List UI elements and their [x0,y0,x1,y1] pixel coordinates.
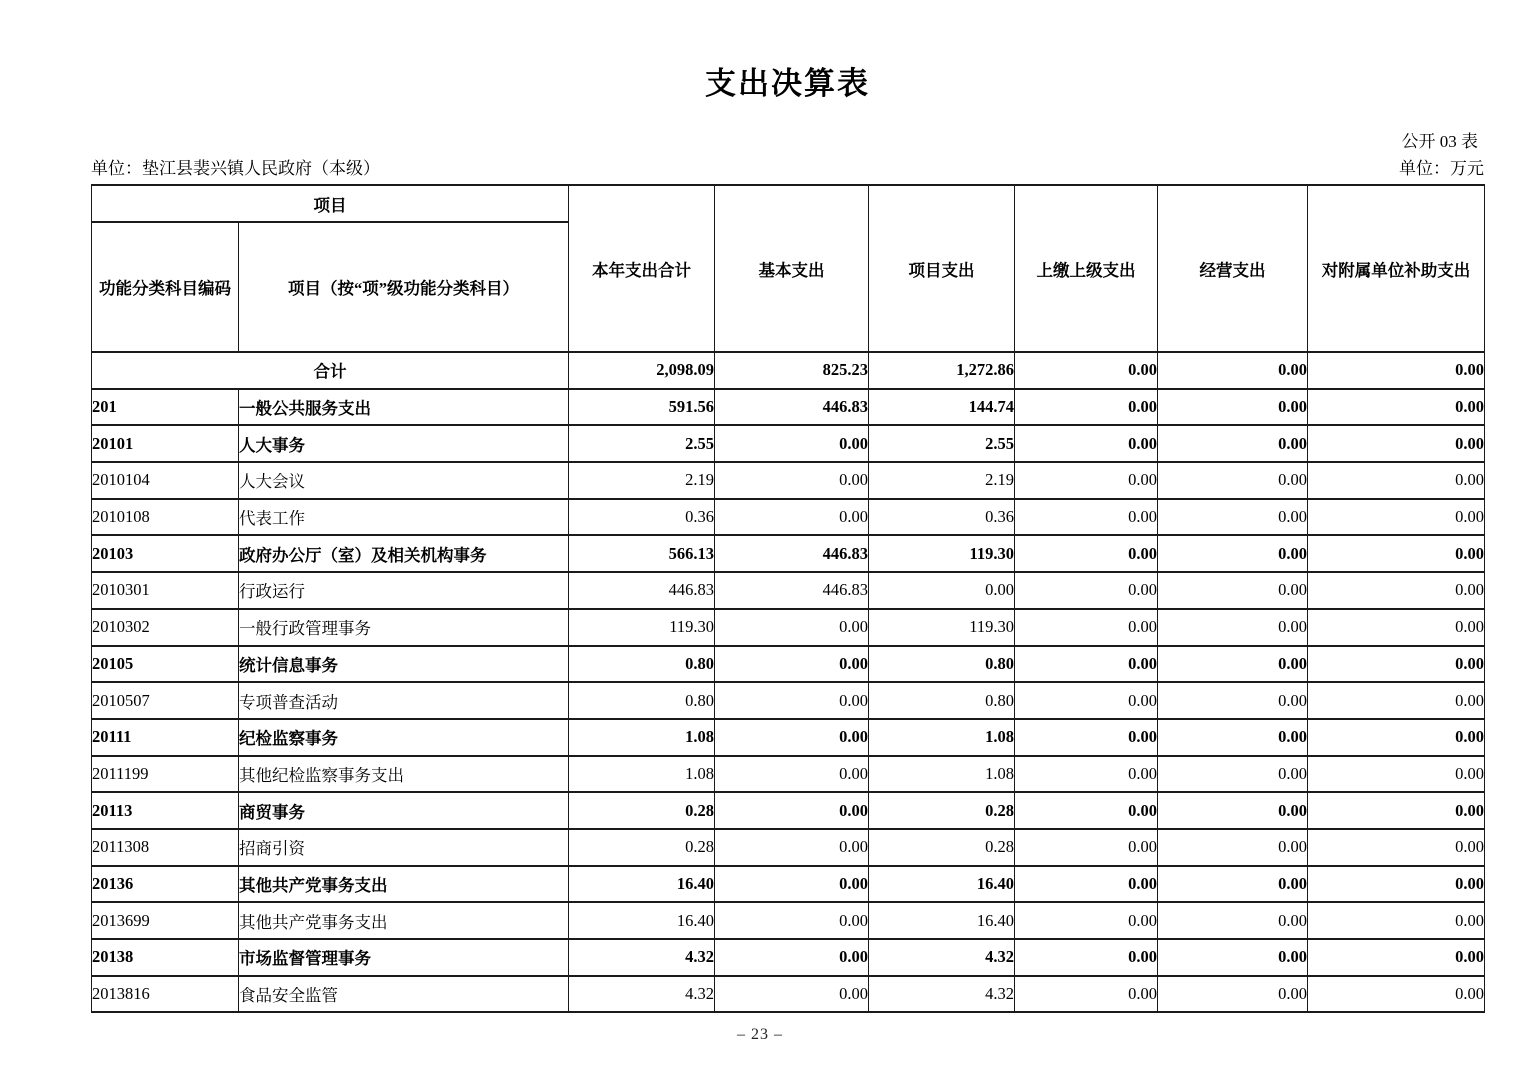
row-value-0: 0.80 [569,646,715,683]
row-total-label: 合计 [92,352,569,389]
row-value-1: 0.00 [715,499,869,536]
row-value-5: 0.00 [1308,792,1485,829]
table-row [92,535,1485,572]
row-value-2: 0.28 [869,829,1015,866]
row-value-5: 0.00 [1308,682,1485,719]
row-value-5: 0.00 [1308,535,1485,572]
row-value-3: 0.00 [1015,462,1158,499]
row-code: 20138 [92,939,239,976]
page-title: 支出决算表 [705,66,870,101]
row-code: 20113 [92,792,239,829]
table-row [92,646,1485,683]
row-value-0: 1.08 [569,719,715,756]
row-value-0: 16.40 [569,902,715,939]
row-value-0: 0.28 [569,792,715,829]
row-value-3: 0.00 [1015,572,1158,609]
row-value-1: 0.00 [715,682,869,719]
row-value-3: 0.00 [1015,646,1158,683]
table-body [92,352,1485,1012]
table-row [92,866,1485,903]
row-value-2: 4.32 [869,939,1015,976]
table-row [92,719,1485,756]
row-value-2: 1.08 [869,756,1015,793]
row-value-5: 0.00 [1308,756,1485,793]
row-item: 其他共产党事务支出 [239,866,569,903]
table-row [92,939,1485,976]
row-value-1: 0.00 [715,792,869,829]
row-value-5: 0.00 [1308,425,1485,462]
row-value-3: 0.00 [1015,352,1158,389]
row-value-3: 0.00 [1015,499,1158,536]
row-value-1: 0.00 [715,719,869,756]
row-value-1: 825.23 [715,352,869,389]
row-value-0: 0.36 [569,499,715,536]
row-code: 20103 [92,535,239,572]
row-value-5: 0.00 [1308,829,1485,866]
row-value-5: 0.00 [1308,499,1485,536]
row-code: 20111 [92,719,239,756]
row-item: 其他共产党事务支出 [239,902,569,939]
row-value-1: 0.00 [715,976,869,1013]
row-value-2: 119.30 [869,609,1015,646]
row-value-0: 2.19 [569,462,715,499]
header-col-upper: 上缴上级支出 [1015,185,1158,352]
row-value-3: 0.00 [1015,389,1158,426]
row-item: 代表工作 [239,499,569,536]
row-value-5: 0.00 [1308,572,1485,609]
row-item: 其他纪检监察事务支出 [239,756,569,793]
row-value-4: 0.00 [1158,462,1308,499]
row-value-2: 144.74 [869,389,1015,426]
row-value-2: 119.30 [869,535,1015,572]
table-row [92,572,1485,609]
row-item: 一般行政管理事务 [239,609,569,646]
row-value-3: 0.00 [1015,719,1158,756]
row-value-0: 591.56 [569,389,715,426]
table-row [92,462,1485,499]
row-value-4: 0.00 [1158,756,1308,793]
row-value-5: 0.00 [1308,939,1485,976]
row-value-4: 0.00 [1158,682,1308,719]
row-value-0: 2.55 [569,425,715,462]
row-value-4: 0.00 [1158,572,1308,609]
table-row [92,902,1485,939]
row-value-2: 0.36 [869,499,1015,536]
row-code: 2011308 [92,829,239,866]
row-code: 2010507 [92,682,239,719]
row-value-0: 4.32 [569,976,715,1013]
header-group-project: 项目 [92,185,569,222]
row-code: 2013699 [92,902,239,939]
row-code: 20101 [92,425,239,462]
table-header [92,185,1485,352]
row-value-4: 0.00 [1158,535,1308,572]
header-col-operating: 经营支出 [1158,185,1308,352]
row-value-2: 2.55 [869,425,1015,462]
page-number: – 23 – [737,1026,783,1043]
row-code: 2010301 [92,572,239,609]
document-content [91,0,1484,1013]
unit-label: 单位：垫江县裴兴镇人民政府（本级） [91,159,380,178]
row-value-1: 0.00 [715,756,869,793]
row-value-0: 566.13 [569,535,715,572]
row-code: 20105 [92,646,239,683]
table-row [92,352,1485,389]
row-item: 行政运行 [239,572,569,609]
row-item: 招商引资 [239,829,569,866]
row-code: 20136 [92,866,239,903]
table-number: 公开 03 表 [1401,132,1478,151]
row-value-1: 0.00 [715,939,869,976]
row-value-3: 0.00 [1015,682,1158,719]
row-value-5: 0.00 [1308,646,1485,683]
header-col-total: 本年支出合计 [569,185,715,352]
row-value-5: 0.00 [1308,719,1485,756]
row-value-5: 0.00 [1308,352,1485,389]
row-value-2: 4.32 [869,976,1015,1013]
row-value-1: 446.83 [715,572,869,609]
row-value-3: 0.00 [1015,609,1158,646]
row-item: 纪检监察事务 [239,719,569,756]
row-value-5: 0.00 [1308,902,1485,939]
row-value-3: 0.00 [1015,902,1158,939]
row-item: 统计信息事务 [239,646,569,683]
header-col-subsidy: 对附属单位补助支出 [1308,185,1485,352]
row-value-2: 1,272.86 [869,352,1015,389]
row-value-4: 0.00 [1158,719,1308,756]
row-value-1: 446.83 [715,389,869,426]
row-item: 市场监督管理事务 [239,939,569,976]
table-row [92,976,1485,1013]
row-value-4: 0.00 [1158,646,1308,683]
row-code: 2010302 [92,609,239,646]
row-value-1: 0.00 [715,866,869,903]
row-code: 2010104 [92,462,239,499]
row-value-3: 0.00 [1015,829,1158,866]
row-value-3: 0.00 [1015,425,1158,462]
row-value-4: 0.00 [1158,976,1308,1013]
row-value-0: 0.28 [569,829,715,866]
row-value-3: 0.00 [1015,976,1158,1013]
row-value-4: 0.00 [1158,866,1308,903]
row-value-1: 0.00 [715,462,869,499]
table-row [92,756,1485,793]
row-item: 商贸事务 [239,792,569,829]
currency-label: 单位：万元 [1399,159,1484,178]
row-value-2: 1.08 [869,719,1015,756]
table-row [92,425,1485,462]
row-value-5: 0.00 [1308,462,1485,499]
header-col-item: 项目（按“项”级功能分类科目） [239,222,569,352]
row-item: 人大会议 [239,462,569,499]
row-value-1: 0.00 [715,829,869,866]
row-value-5: 0.00 [1308,866,1485,903]
row-value-2: 16.40 [869,866,1015,903]
row-value-5: 0.00 [1308,976,1485,1013]
row-item: 政府办公厅（室）及相关机构事务 [239,535,569,572]
row-code: 2010108 [92,499,239,536]
table-row [92,609,1485,646]
row-value-4: 0.00 [1158,425,1308,462]
row-value-0: 0.80 [569,682,715,719]
row-value-0: 4.32 [569,939,715,976]
row-value-0: 119.30 [569,609,715,646]
row-value-1: 446.83 [715,535,869,572]
row-value-3: 0.00 [1015,535,1158,572]
row-value-0: 2,098.09 [569,352,715,389]
row-value-4: 0.00 [1158,499,1308,536]
row-value-4: 0.00 [1158,352,1308,389]
row-value-4: 0.00 [1158,902,1308,939]
row-value-3: 0.00 [1015,792,1158,829]
header-col-basic: 基本支出 [715,185,869,352]
header-col-project-exp: 项目支出 [869,185,1015,352]
row-value-5: 0.00 [1308,389,1485,426]
table-row [92,792,1485,829]
row-code: 2013816 [92,976,239,1013]
row-value-1: 0.00 [715,425,869,462]
row-value-4: 0.00 [1158,389,1308,426]
row-value-4: 0.00 [1158,829,1308,866]
row-value-0: 1.08 [569,756,715,793]
row-value-3: 0.00 [1015,866,1158,903]
row-value-1: 0.00 [715,902,869,939]
row-value-2: 0.28 [869,792,1015,829]
row-item: 人大事务 [239,425,569,462]
table-row [92,682,1485,719]
expenditure-table [91,184,1485,1013]
row-code: 201 [92,389,239,426]
row-value-5: 0.00 [1308,609,1485,646]
row-value-1: 0.00 [715,609,869,646]
row-value-2: 0.80 [869,646,1015,683]
row-value-2: 0.00 [869,572,1015,609]
row-value-2: 0.80 [869,682,1015,719]
row-code: 2011199 [92,756,239,793]
row-value-0: 16.40 [569,866,715,903]
table-row [92,389,1485,426]
row-value-4: 0.00 [1158,792,1308,829]
row-value-2: 2.19 [869,462,1015,499]
header-col-code: 功能分类科目编码 [92,222,239,352]
row-value-4: 0.00 [1158,939,1308,976]
row-value-1: 0.00 [715,646,869,683]
table-row [92,829,1485,866]
row-item: 专项普查活动 [239,682,569,719]
table-row [92,499,1485,536]
row-item: 一般公共服务支出 [239,389,569,426]
meta-line [91,158,1484,180]
row-item: 食品安全监管 [239,976,569,1013]
row-value-3: 0.00 [1015,756,1158,793]
row-value-2: 16.40 [869,902,1015,939]
row-value-3: 0.00 [1015,939,1158,976]
row-value-4: 0.00 [1158,609,1308,646]
row-value-0: 446.83 [569,572,715,609]
